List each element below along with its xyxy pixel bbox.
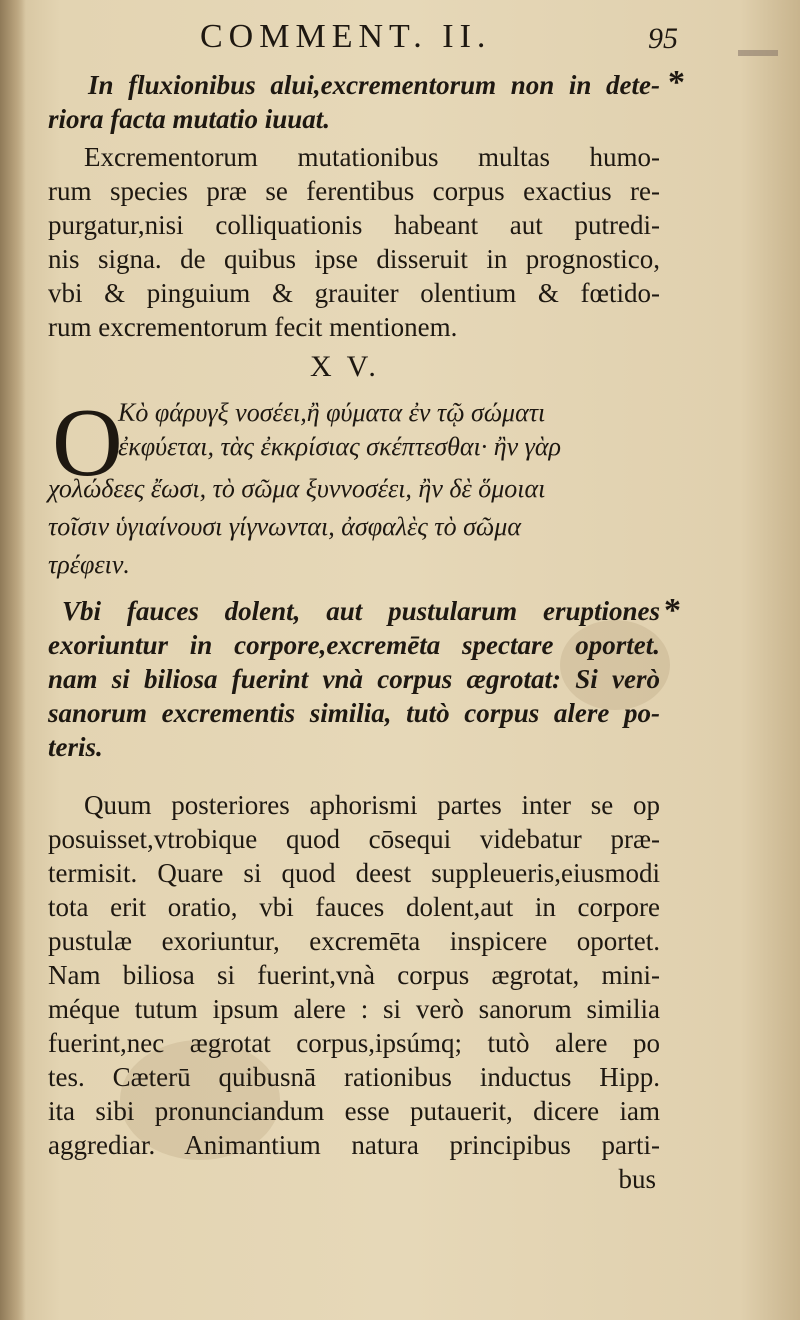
aphorism-line: sanorum excrementis similia, tutò corpus alere po- [48,698,660,728]
binding-shadow [0,0,26,1320]
aphorism-line: riora facta mutatio iuuat. [48,104,331,134]
greek-line: χολώδεες ἔωσι, τὸ σῶμα ξυννοσέει, ἢν δὲ ὅμοιαι [48,474,546,503]
section-heading: X V. [310,350,380,383]
greek-line: τρέφειν. [48,550,130,579]
page-number: 95 [648,22,678,55]
commentary-14 [48,140,660,344]
aphorism-15-latin [48,594,660,764]
commentary-line: vbi & pinguium & grauiter olentium & fœtido- [48,278,660,308]
greek-line: ἐκφύεται, τὰς ἐκκρίσιας σκέπτεσθαι· ἢν γὰρ [118,432,562,461]
commentary-line: Quum posteriores aphorismi partes inter se op [84,790,660,820]
commentary-line: nis signa. de quibus ipse disseruit in prognostico, [48,244,660,274]
margin-mark [738,50,778,56]
commentary-line: rum species præ se ferentibus corpus exactius re- [48,176,660,206]
aphorism-line: Vbi fauces dolent, aut pustularum eruptiones [62,596,660,626]
commentary-line: tota erit oratio, vbi fauces dolent,aut in corpore [48,892,660,922]
commentary-line: Excrementorum mutationibus multas humo- [84,142,660,172]
aphorism-15-greek [48,389,660,582]
greek-line: τοῖσιν ὑγιαίνουσι γίγνωνται, ἀσφαλὲς τὸ σῶμα [48,512,521,541]
aphorism-line: nam si biliosa fuerint vnà corpus ægrotat: Si verò [48,664,660,694]
asterisk-marker: * [668,64,685,101]
catchword: bus [618,1164,656,1194]
aphorism-line: exoriuntur in corpore,excremēta spectare oportet. [48,630,660,660]
commentary-line: méque tutum ipsum alere : si verò sanorum similia [48,994,660,1024]
commentary-line: posuisset,vtrobique quod cōsequi videbatur præ- [48,824,660,854]
running-title: COMMENT. II. [200,18,492,55]
asterisk-marker: * [664,592,681,629]
commentary-15 [48,788,660,1196]
greek-line: Κὸ φάρυγξ νοσέει,ἢ φύματα ἐν τῷ σώματι [118,398,546,427]
drop-capital: O [52,389,123,497]
commentary-line: ita sibi pronunciandum esse putauerit, dicere iam [48,1096,660,1126]
commentary-line: tes. Cæterū quibusnā rationibus inductus Hipp. [48,1062,660,1092]
commentary-line: rum excrementorum fecit mentionem. [48,312,458,342]
aphorism-line: In fluxionibus alui,excrementorum non in dete- [88,70,660,100]
commentary-line: pustulæ exoriuntur, excremēta inspicere oportet. [48,926,660,956]
aphorism-line: teris. [48,732,103,762]
commentary-line: purgatur,nisi colliquationis habeant aut putredi- [48,210,660,240]
commentary-line: Nam biliosa si fuerint,vnà corpus ægrotat, mini- [48,960,660,990]
commentary-line: termisit. Quare si quod deest suppleueris,eiusmodi [48,858,660,888]
commentary-line: aggrediar. Animantium natura principibus parti- [48,1130,660,1160]
commentary-line: fuerint,nec ægrotat corpus,ipsúmq; tutò alere po [48,1028,660,1058]
aphorism-14 [48,68,660,136]
page-header [200,18,700,58]
